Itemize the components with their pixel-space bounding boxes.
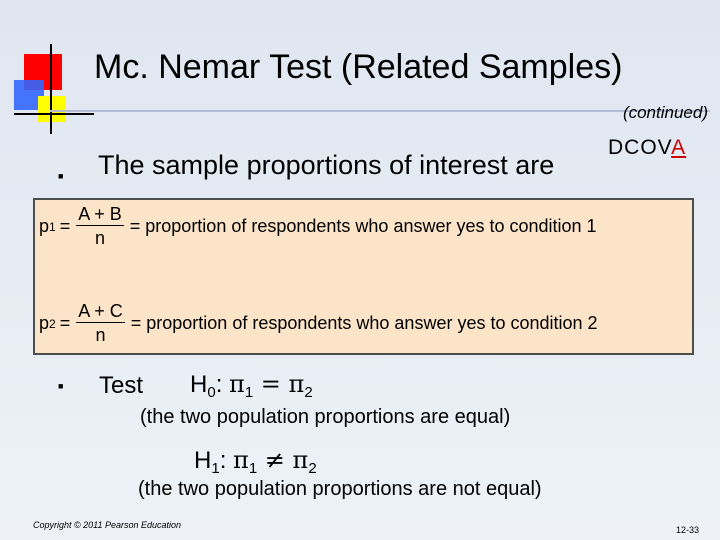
continued-note: (continued): [622, 103, 708, 122]
alternative-hypothesis: [194, 446, 317, 477]
formula-p2-fraction: [76, 301, 125, 346]
null-hypothesis-description: (the two population proportions are equal): [140, 406, 511, 428]
formula-p1-subscript: 1: [49, 219, 56, 234]
formula-p2-numerator: A + C: [78, 301, 123, 321]
formula-p1-equals: =: [59, 216, 71, 236]
formula-p2-denominator: n: [95, 325, 106, 345]
dcova-highlight: A: [671, 136, 687, 159]
dcova-prefix: DCOV: [608, 136, 672, 159]
h0-pi1-subscript: 1: [244, 384, 254, 401]
slide-number: 12-33: [676, 525, 700, 535]
test-label: Test: [99, 372, 144, 399]
h0-subscript: 0: [207, 384, 216, 401]
h1-subscript: 1: [211, 460, 220, 477]
formula-p1-definition: = proportion of respondents who answer yes to condition 1: [129, 216, 597, 236]
dcova-label: [608, 136, 686, 160]
formula-p2-definition: = proportion of respondents who answer yes to condition 2: [130, 313, 598, 333]
h1-pi1: π: [233, 446, 249, 474]
bullet-sample-proportions: The sample proportions of interest are: [98, 150, 555, 180]
h1-pi1-subscript: 1: [248, 460, 258, 477]
formula-p2-lhs: p: [39, 313, 50, 333]
formula-p1-numerator: A + B: [78, 204, 122, 224]
formula-p2-equals: =: [59, 313, 71, 333]
bullet-square-icon: ■: [58, 171, 64, 181]
formula-p1-denominator: n: [94, 228, 105, 248]
h1-pi2-subscript: 2: [308, 460, 317, 477]
slide-title: Mc. Nemar Test (Related Samples): [94, 48, 623, 86]
title-underline: [50, 110, 710, 112]
h1-letter: H: [194, 447, 212, 474]
h0-relation: =: [253, 370, 289, 398]
h1-pi2: π: [292, 446, 309, 474]
formula-p2: [39, 301, 598, 346]
alternative-hypothesis-description: (the two population proportions are not equal): [138, 478, 542, 500]
formula-p1: [39, 204, 597, 249]
formula-box: [33, 198, 694, 355]
formula-p1-lhs: p: [39, 216, 50, 236]
bullet-square-icon: ■: [58, 381, 64, 391]
formula-p1-fraction: [76, 204, 124, 249]
h1-colon: :: [219, 447, 234, 474]
formula-p2-subscript: 2: [49, 316, 56, 331]
h0-pi1: π: [229, 370, 245, 398]
h1-relation: ≠: [257, 446, 293, 474]
h0-colon: :: [215, 371, 230, 398]
null-hypothesis: [190, 370, 313, 401]
h0-pi2: π: [288, 370, 305, 398]
copyright-footer: Copyright © 2011 Pearson Education: [33, 520, 182, 530]
h0-letter: H: [190, 371, 208, 398]
slide-logo: [14, 44, 94, 134]
h0-pi2-subscript: 2: [304, 384, 313, 401]
